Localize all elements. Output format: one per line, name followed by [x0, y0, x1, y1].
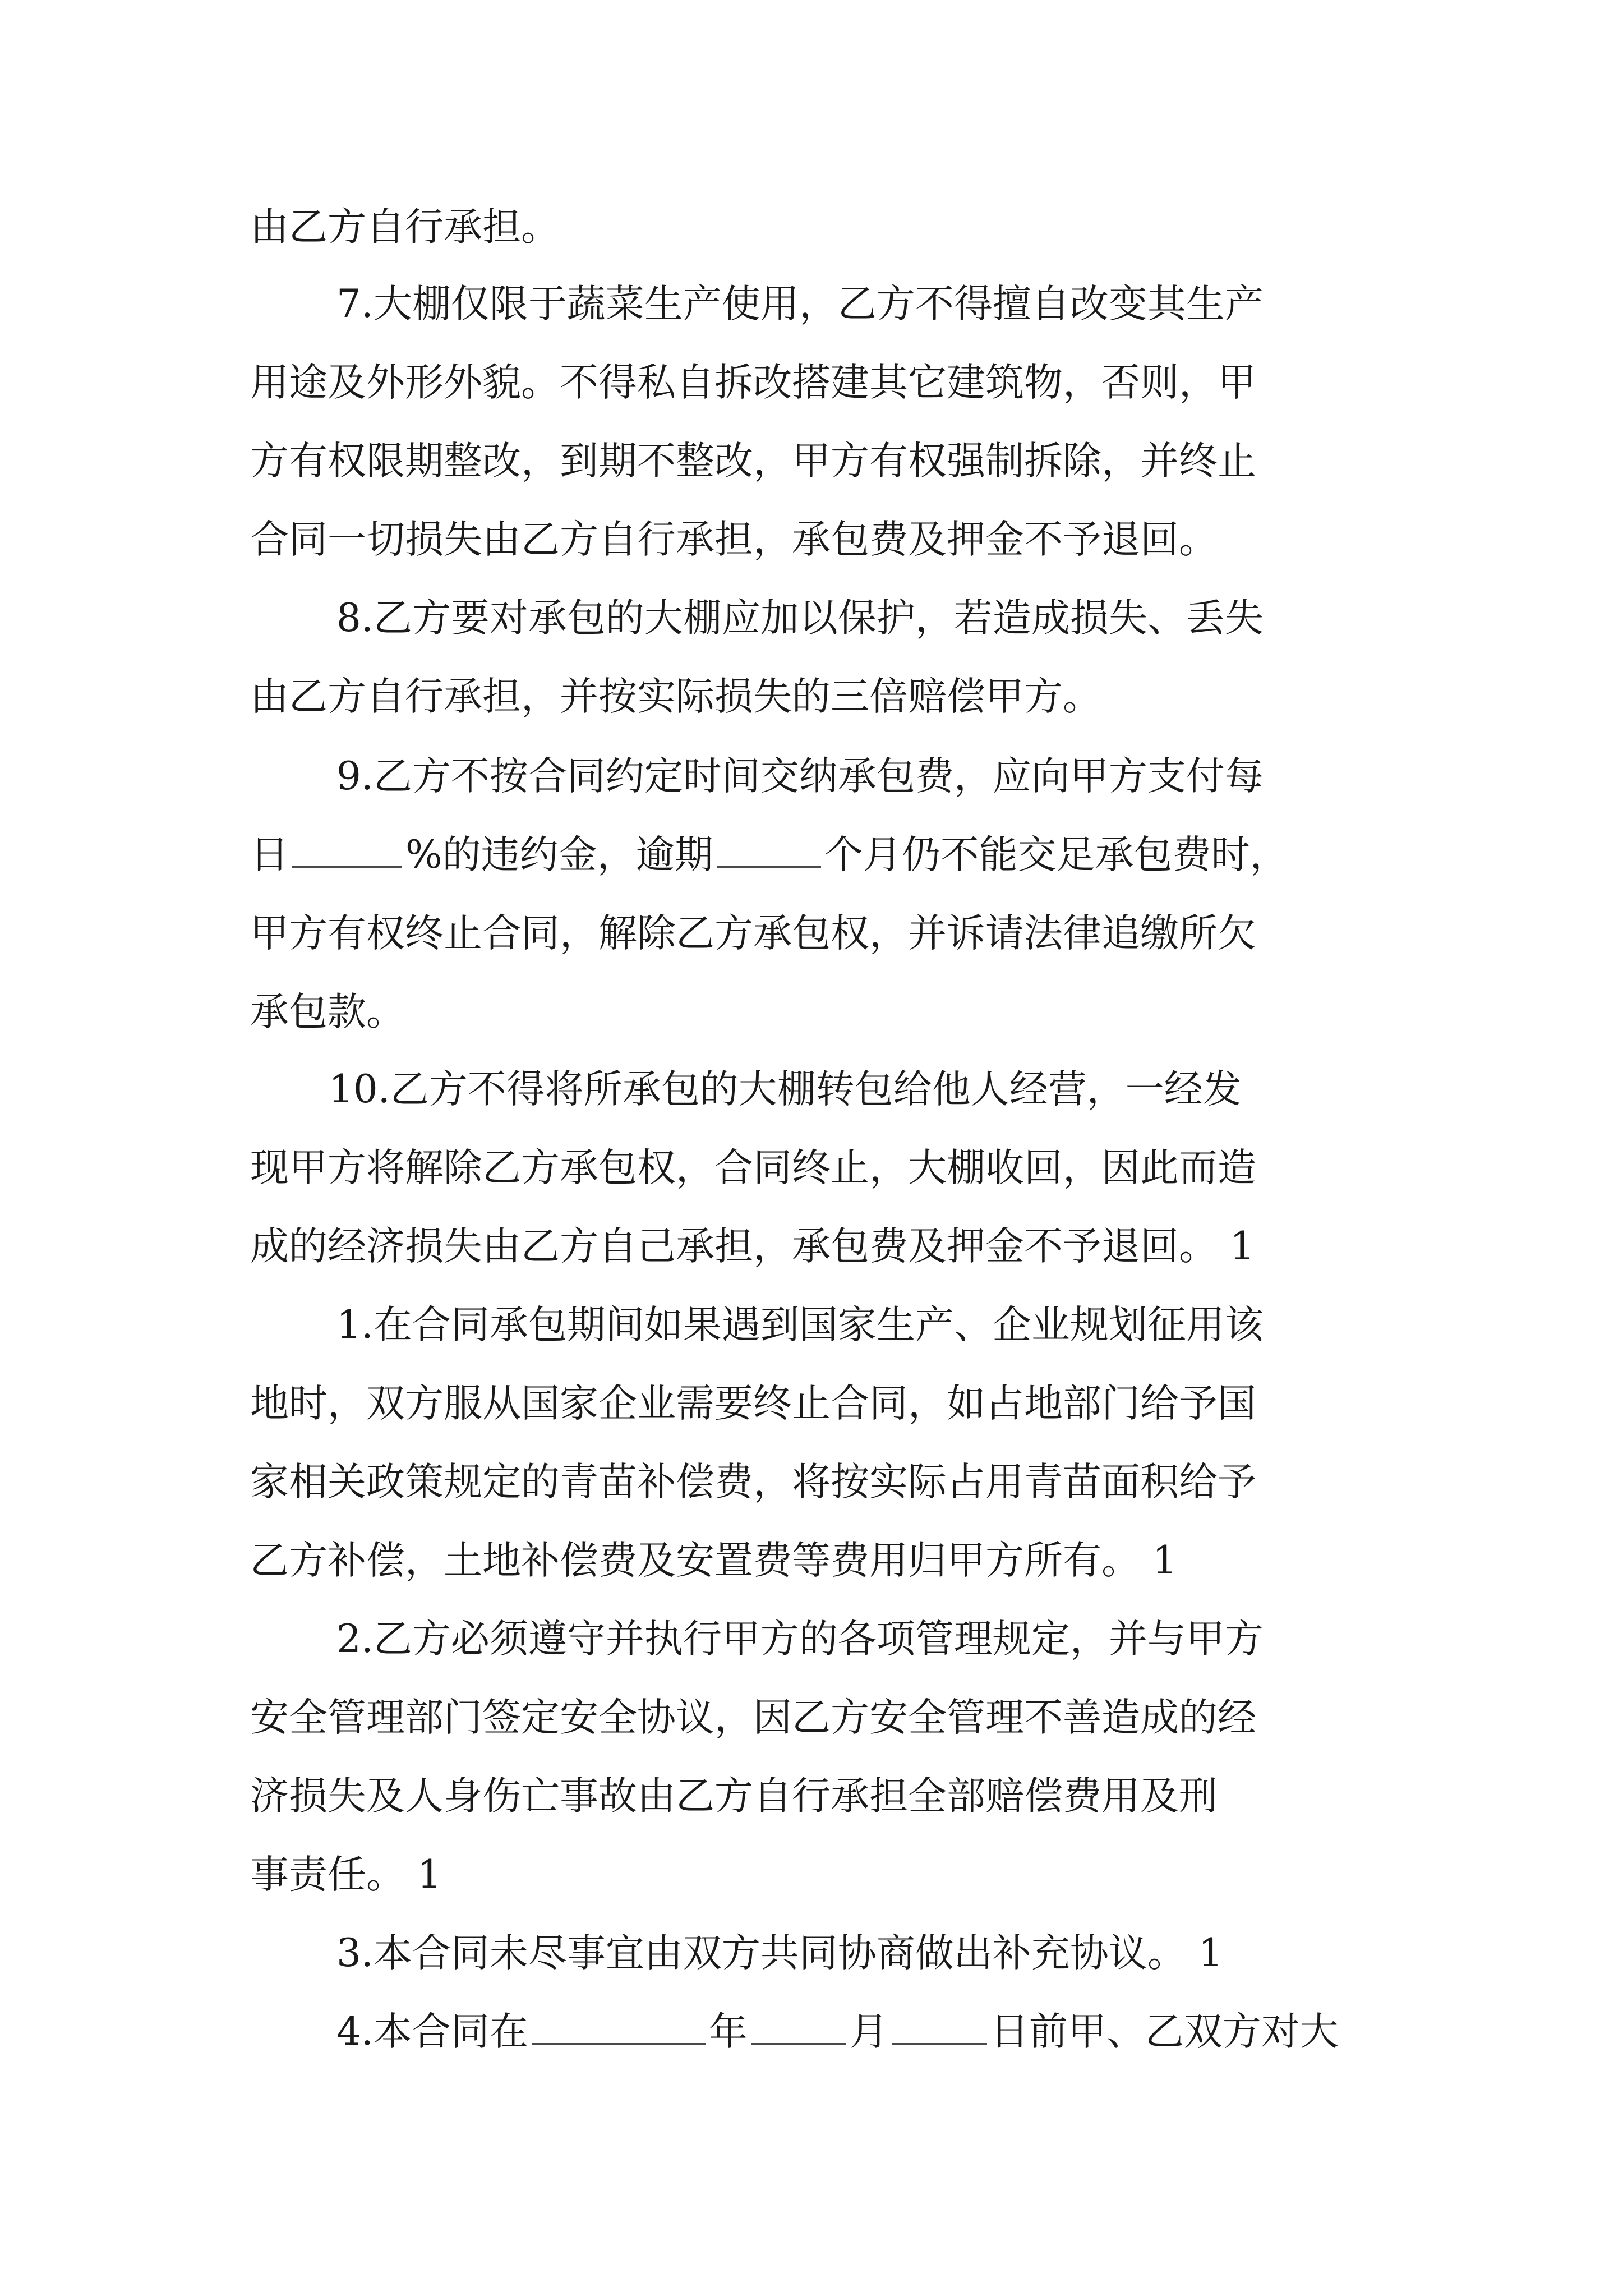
text-segment: 个月仍不能交足承包费时，: [824, 832, 1289, 877]
text-line: [0, 2004, 1623, 2093]
text-line: [0, 1454, 1623, 1544]
text-segment: 日: [250, 832, 289, 877]
text-line: [0, 1690, 1623, 1779]
text-segment: 甲方有权终止合同，解除乙方承包权，并诉请法律追缴所欠: [250, 911, 1256, 956]
text-segment: 1.在合同承包期间如果遇到国家生产、企业规划征用该: [336, 1303, 1264, 1347]
text-segment: %的违约金，逾期: [405, 832, 713, 877]
text-segment: 安全管理部门签定安全协议，因乙方安全管理不善造成的经: [250, 1695, 1256, 1740]
text-line: [0, 1611, 1623, 1701]
text-segment: 由乙方自行承担。: [250, 205, 560, 250]
text-segment: 合同一切损失由乙方自行承担，承包费及押金不予退回。: [250, 517, 1218, 562]
fill-in-blank: [717, 831, 821, 868]
text-line: [0, 355, 1623, 444]
text-segment: 10.乙方不得将所承包的大棚转包给他人经营，一经发: [329, 1067, 1242, 1112]
text-segment: 8.乙方要对承包的大棚应加以保护，若造成损失、丢失: [336, 596, 1264, 641]
text-line: [0, 748, 1623, 838]
text-segment: 方有权限期整改，到期不整改，甲方有权强制拆除，并终止: [250, 439, 1256, 484]
fill-in-blank: [892, 2008, 987, 2045]
text-segment: 7.大棚仅限于蔬菜生产使用，乙方不得擅自改变其生产: [336, 282, 1264, 326]
text-line: [0, 1847, 1623, 1936]
text-segment: 3.本合同未尽事宜由双方共同协商做出补充协议。 1: [336, 1931, 1223, 1976]
text-segment: 日前甲、乙双方对大: [990, 2009, 1339, 2054]
text-segment: 年: [708, 2009, 748, 2054]
text-segment: 乙方补偿，土地补偿费及安置费等费用归甲方所有。 1: [250, 1538, 1177, 1583]
text-segment: 月: [849, 2009, 888, 2054]
fill-in-blank: [292, 831, 402, 868]
text-line: [0, 669, 1623, 758]
text-line: [0, 1218, 1623, 1308]
fill-in-blank: [751, 2008, 846, 2045]
text-segment: 成的经济损失由乙方自己承担，承包费及押金不予退回。 1: [250, 1224, 1255, 1269]
text-line: [0, 984, 1623, 1074]
text-line: [0, 905, 1623, 995]
text-segment: 家相关政策规定的青苗补偿费，将按实际占用青苗面积给予: [250, 1460, 1256, 1504]
text-segment: 地时，双方服从国家企业需要终止合同，如占地部门给予国: [250, 1381, 1256, 1426]
text-segment: 2.乙方必须遵守并执行甲方的各项管理规定，并与甲方: [336, 1617, 1264, 1662]
text-segment: 事责任。 1: [250, 1852, 442, 1897]
text-segment: 现甲方将解除乙方承包权，合同终止，大棚收回，因此而造: [250, 1145, 1256, 1190]
text-line: [0, 199, 1623, 289]
text-line: [0, 827, 1623, 917]
text-segment: 9.乙方不按合同约定时间交纳承包费，应向甲方支付每: [336, 754, 1264, 799]
text-segment: 济损失及人身伤亡事故由乙方自行承担全部赔偿费用及刑: [250, 1774, 1218, 1819]
text-line: [0, 1925, 1623, 2015]
text-segment: 由乙方自行承担，并按实际损失的三倍赔偿甲方。: [250, 674, 1101, 719]
text-line: [0, 590, 1623, 680]
text-line: [0, 1297, 1623, 1387]
text-line: [0, 433, 1623, 523]
text-segment: 承包款。: [250, 990, 405, 1034]
text-line: [0, 512, 1623, 601]
fill-in-blank: [532, 2008, 706, 2045]
text-line: [0, 1061, 1623, 1151]
text-line: [0, 276, 1623, 366]
text-line: [0, 1768, 1623, 1858]
text-segment: 4.本合同在: [336, 2009, 528, 2054]
text-line: [0, 1533, 1623, 1622]
text-segment: 用途及外形外貌。不得私自拆改搭建其它建筑物，否则，甲: [250, 360, 1256, 405]
text-line: [0, 1375, 1623, 1465]
text-line: [0, 1140, 1623, 1230]
